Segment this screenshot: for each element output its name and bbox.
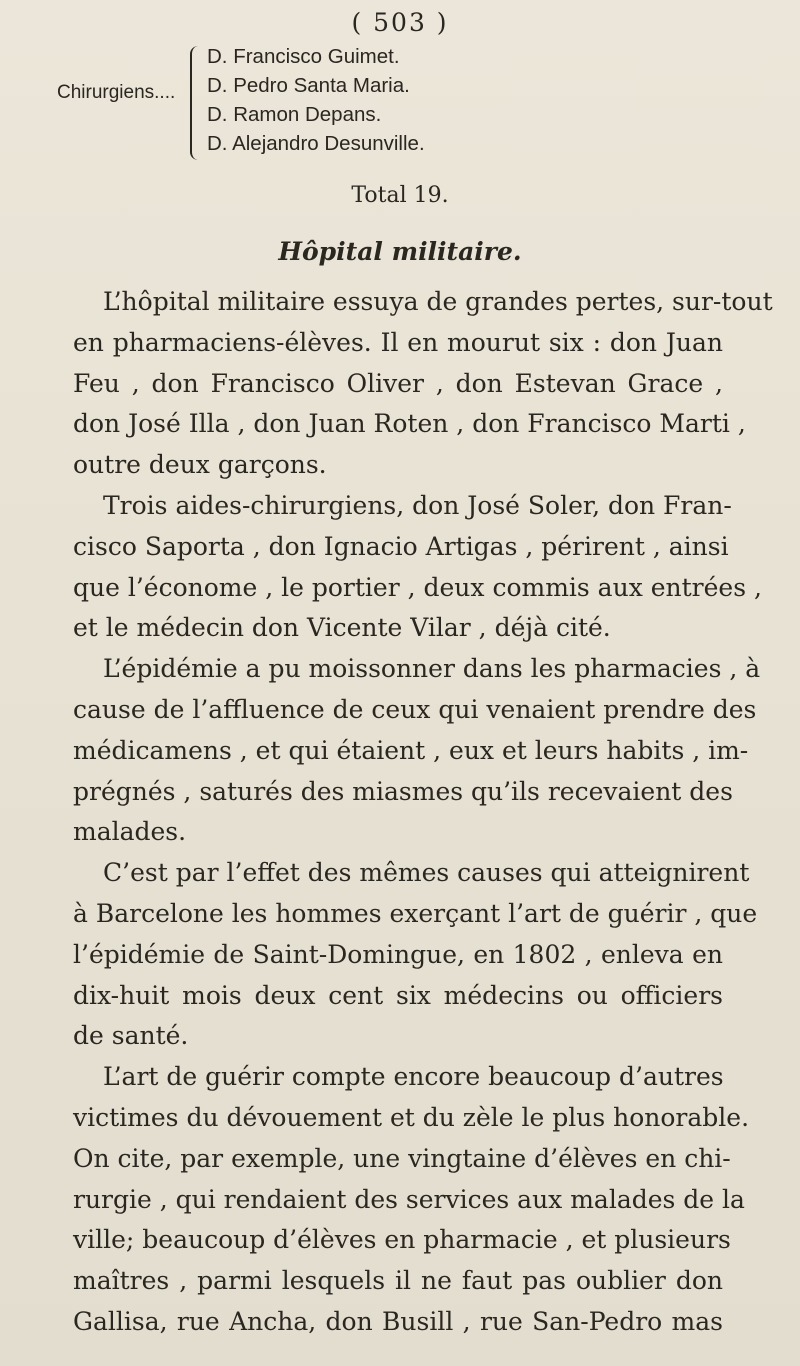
roster-name: D. Francisco Guimet. [207,45,400,68]
text-line: L’hôpital militaire essuya de grandes pertes, sur-tout [103,287,773,316]
roster-name: D. Alejandro Desunville. [207,132,425,155]
surgeon-roster [57,42,747,170]
section-title: Hôpital militaire. [278,237,522,266]
text-line: cause de l’affluence de ceux qui venaient prendre des [73,694,757,724]
roster-names [207,42,425,158]
text-line: Gallisa, rue Ancha, don Busill , rue San-Pedro mas [73,1306,723,1336]
text-line: don José Illa , don Juan Roten , don Francisco Marti , [73,409,746,439]
text-line: On cite, par exemple, une vingtaine d’élèves en chi- [73,1143,731,1173]
text-line: que l’économe , le portier , deux commis aux entrées , [73,572,762,602]
text-line: victimes du dévouement et du zèle le plus honorable. [73,1102,750,1132]
text-line: l’épidémie de Saint-Domingue, en 1802 , enleva en [73,939,723,969]
text-line: en pharmaciens-élèves. Il en mourut six : don Juan [73,327,723,357]
text-line: L’art de guérir compte encore beaucoup d’autres [103,1062,724,1092]
total-line: Total 19. [351,183,449,208]
text-line: Trois aides-chirurgiens, don José Soler, don Fran- [103,490,732,520]
text-line: malades. [73,817,187,847]
text-line: maîtres , parmi lesquels il ne faut pas oublier don [73,1266,723,1296]
roster-name: D. Ramon Depans. [207,103,382,126]
text-line: cisco Saporta , don Ignacio Artigas , périrent , ainsi [73,531,729,561]
roster-brace [190,46,204,160]
roster-name: D. Pedro Santa Maria. [207,74,410,97]
text-line: prégnés , saturés des miasmes qu’ils recevaient des [73,776,733,806]
body-text [73,282,773,1343]
text-line: de santé. [73,1021,189,1051]
text-line: outre deux garçons. [73,450,327,480]
page-number: ( 503 ) [351,8,449,37]
text-line: ville; beaucoup d’élèves en pharmacie , et plusieurs [73,1225,731,1255]
text-line: C’est par l’effet des mêmes causes qui atteignirent [103,858,750,888]
text-line: et le médecin don Vicente Vilar , déjà cité. [73,613,611,643]
text-line: Feu , don Francisco Oliver , don Estevan Grace , [73,368,723,398]
text-line: rurgie , qui rendaient des services aux malades de la [73,1184,745,1214]
text-line: médicamens , et qui étaient , eux et leurs habits , im- [73,735,749,765]
roster-label: Chirurgiens.... [57,82,176,103]
text-line: à Barcelone les hommes exerçant l’art de guérir , que [73,898,758,928]
text-line: L’épidémie a pu moissonner dans les pharmacies , à [103,654,761,684]
text-line: dix-huit mois deux cent six médecins ou officiers [73,980,723,1010]
